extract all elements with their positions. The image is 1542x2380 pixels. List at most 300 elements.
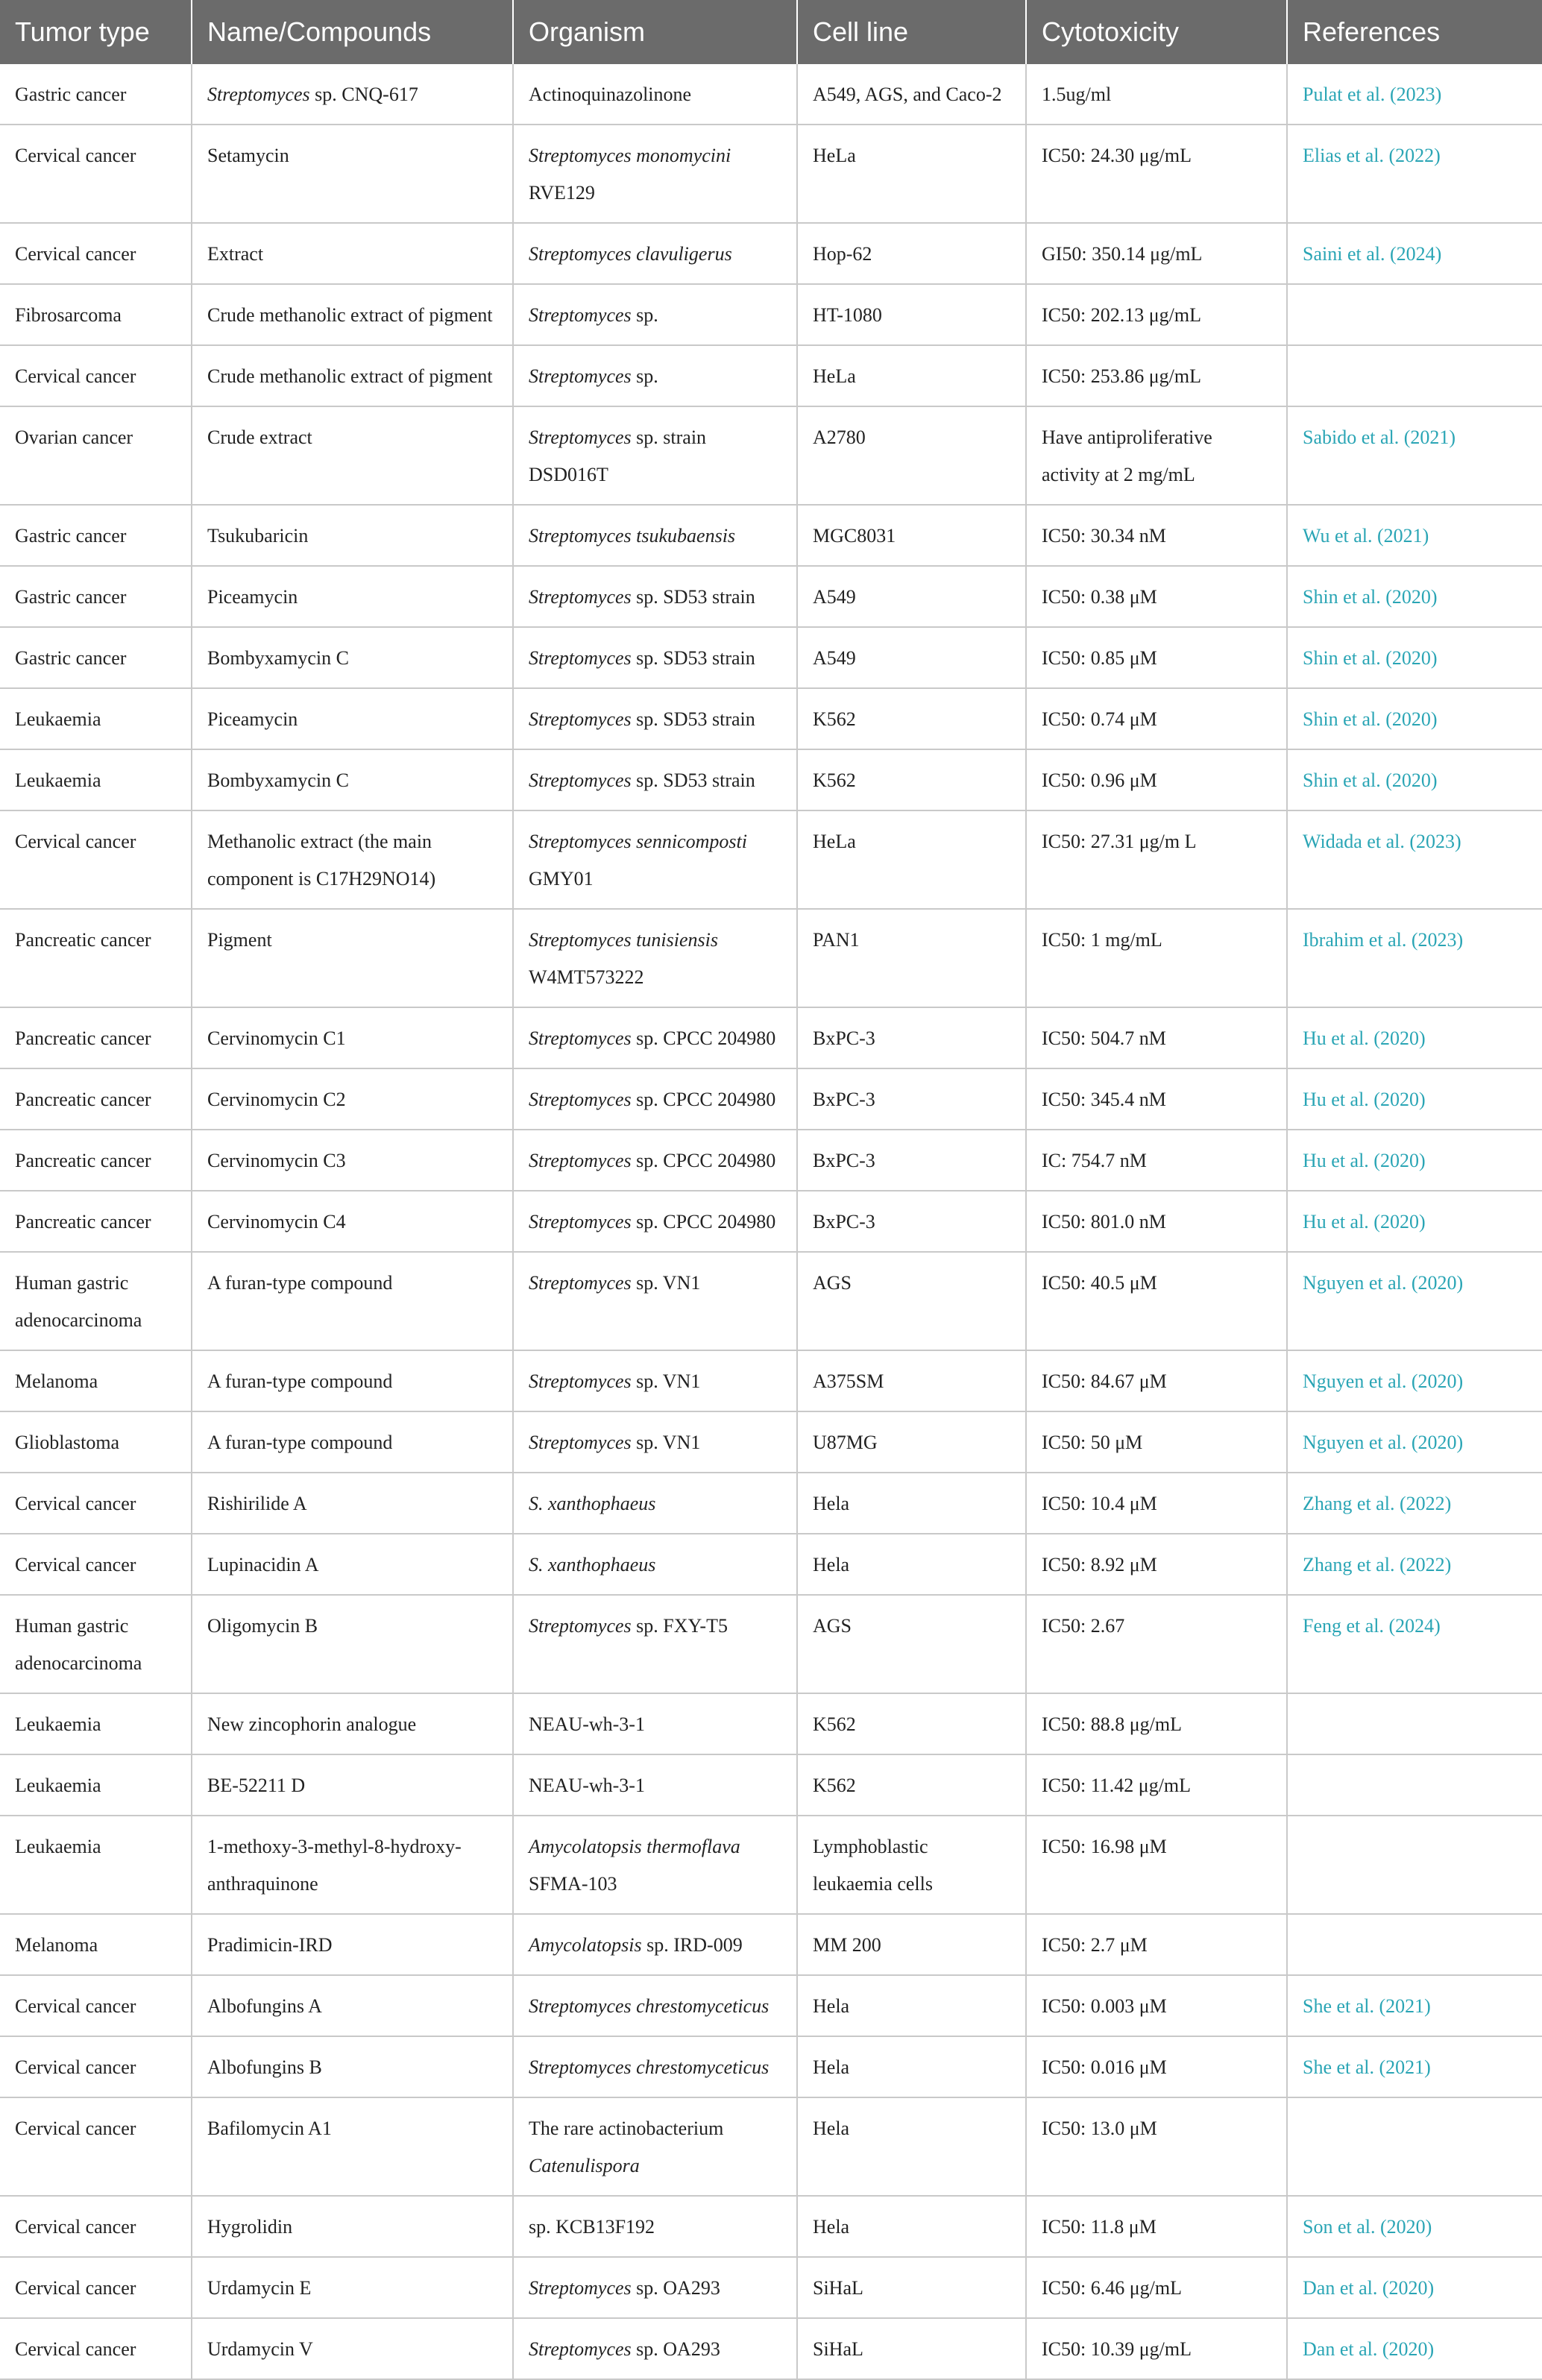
cell-cell-line: SiHaL: [797, 2318, 1026, 2379]
organism-text-segment: Streptomyces: [529, 1615, 632, 1637]
organism-text-segment: sp. CPCC 204980: [631, 1211, 776, 1232]
header-row: [0, 0, 1542, 64]
name-text-segment: Rishirilide A: [207, 1493, 307, 1514]
cell-organism: [513, 1595, 797, 1693]
cell-name-compounds: [192, 1914, 513, 1975]
cell-organism: [513, 688, 797, 749]
table-row: [0, 909, 1542, 1007]
organism-text-segment: sp. SD53 strain: [631, 647, 755, 669]
organism-text-segment: Streptomyces: [529, 2338, 632, 2360]
organism-text-segment: S. xanthophaeus: [529, 1493, 656, 1514]
cell-reference-link[interactable]: Hu et al. (2020): [1287, 1130, 1542, 1191]
cell-organism: [513, 505, 797, 566]
cell-organism: [513, 1534, 797, 1595]
cell-tumor-type: Gastric cancer: [0, 64, 192, 125]
cell-organism: [513, 2036, 797, 2097]
cell-cytotoxicity: IC50: 1 mg/mL: [1026, 909, 1287, 1007]
cell-reference-link: [1287, 1754, 1542, 1816]
table-row: [0, 1754, 1542, 1816]
cell-name-compounds: [192, 1252, 513, 1350]
table-row: [0, 345, 1542, 406]
organism-text-segment: The rare actinobacterium: [529, 2118, 724, 2139]
cell-tumor-type: Cervical cancer: [0, 2318, 192, 2379]
cell-name-compounds: [192, 345, 513, 406]
cell-cytotoxicity: IC50: 0.016 μM: [1026, 2036, 1287, 2097]
cell-cell-line: BxPC-3: [797, 1007, 1026, 1068]
organism-text-segment: sp. VN1: [631, 1370, 701, 1392]
cell-name-compounds: [192, 1595, 513, 1693]
cell-reference-link[interactable]: Hu et al. (2020): [1287, 1068, 1542, 1130]
cell-name-compounds: [192, 1350, 513, 1411]
header-cell-line: Cell line: [797, 0, 1026, 64]
cell-organism: [513, 406, 797, 505]
cell-reference-link[interactable]: Saini et al. (2024): [1287, 223, 1542, 284]
cell-cytotoxicity: IC50: 0.003 μM: [1026, 1975, 1287, 2036]
cell-tumor-type: Leukaemia: [0, 749, 192, 810]
cell-reference-link[interactable]: Pulat et al. (2023): [1287, 64, 1542, 125]
cell-name-compounds: [192, 909, 513, 1007]
cell-reference-link[interactable]: Son et al. (2020): [1287, 2196, 1542, 2257]
cell-cell-line: A549: [797, 566, 1026, 627]
organism-text-segment: sp. VN1: [631, 1432, 701, 1453]
cell-organism: [513, 749, 797, 810]
cell-cell-line: AGS: [797, 1595, 1026, 1693]
organism-text-segment: Streptomyces: [529, 365, 632, 387]
cell-cell-line: HT-1080: [797, 284, 1026, 345]
cell-organism: [513, 284, 797, 345]
table-row: [0, 125, 1542, 223]
cell-name-compounds: [192, 1975, 513, 2036]
table-row: [0, 2036, 1542, 2097]
cell-cytotoxicity: IC50: 50 μM: [1026, 1411, 1287, 1473]
cell-cytotoxicity: Have antiproliferative activity at 2 mg/mL: [1026, 406, 1287, 505]
organism-text-segment: Streptomyces: [529, 1272, 632, 1294]
cell-tumor-type: Pancreatic cancer: [0, 909, 192, 1007]
cell-reference-link[interactable]: Sabido et al. (2021): [1287, 406, 1542, 505]
cell-reference-link: [1287, 1816, 1542, 1914]
cell-name-compounds: [192, 1693, 513, 1754]
table-row: [0, 1473, 1542, 1534]
name-text-segment: Urdamycin V: [207, 2338, 313, 2360]
table-row: [0, 1914, 1542, 1975]
cell-reference-link[interactable]: Nguyen et al. (2020): [1287, 1350, 1542, 1411]
cell-name-compounds: [192, 1473, 513, 1534]
name-text-segment: Methanolic extract (the main component is C17H29NO14): [207, 831, 436, 890]
cell-tumor-type: Cervical cancer: [0, 125, 192, 223]
name-text-segment: Lupinacidin A: [207, 1554, 319, 1575]
cell-reference-link: [1287, 2097, 1542, 2196]
cell-name-compounds: [192, 2196, 513, 2257]
cell-tumor-type: Gastric cancer: [0, 505, 192, 566]
cell-organism: [513, 345, 797, 406]
organism-text-segment: NEAU-wh-3-1: [529, 1775, 645, 1796]
cell-name-compounds: [192, 1130, 513, 1191]
cell-reference-link[interactable]: Zhang et al. (2022): [1287, 1534, 1542, 1595]
organism-text-segment: Streptomyces: [529, 1432, 632, 1453]
organism-text-segment: sp. OA293: [631, 2338, 720, 2360]
cell-name-compounds: [192, 2318, 513, 2379]
cell-name-compounds: [192, 1007, 513, 1068]
cell-reference-link[interactable]: Shin et al. (2020): [1287, 566, 1542, 627]
cell-name-compounds: [192, 505, 513, 566]
cell-reference-link: [1287, 345, 1542, 406]
table-row: [0, 566, 1542, 627]
cell-cell-line: BxPC-3: [797, 1191, 1026, 1252]
cell-tumor-type: Pancreatic cancer: [0, 1191, 192, 1252]
cell-organism: [513, 1473, 797, 1534]
name-text-segment: Crude extract: [207, 426, 312, 448]
cell-organism: [513, 125, 797, 223]
table-row: [0, 1693, 1542, 1754]
cell-cell-line: HeLa: [797, 125, 1026, 223]
table-row: [0, 1130, 1542, 1191]
cell-cell-line: A549: [797, 627, 1026, 688]
cell-name-compounds: [192, 1068, 513, 1130]
cell-cell-line: HeLa: [797, 345, 1026, 406]
cell-organism: [513, 1350, 797, 1411]
cell-cell-line: SiHaL: [797, 2257, 1026, 2318]
header-tumor-type: Tumor type: [0, 0, 192, 64]
cell-cytotoxicity: IC50: 6.46 μg/mL: [1026, 2257, 1287, 2318]
cell-cytotoxicity: IC50: 84.67 μM: [1026, 1350, 1287, 1411]
cell-cytotoxicity: GI50: 350.14 μg/mL: [1026, 223, 1287, 284]
cell-organism: [513, 1914, 797, 1975]
cell-tumor-type: Melanoma: [0, 1914, 192, 1975]
cell-organism: [513, 1754, 797, 1816]
cell-cytotoxicity: IC50: 2.7 μM: [1026, 1914, 1287, 1975]
cell-name-compounds: [192, 1411, 513, 1473]
cell-name-compounds: [192, 1754, 513, 1816]
organism-text-segment: Streptomyces sennicomposti: [529, 831, 747, 852]
cell-cell-line: Hela: [797, 2196, 1026, 2257]
name-text-segment: A furan-type compound: [207, 1370, 393, 1392]
cell-organism: [513, 2257, 797, 2318]
cell-tumor-type: Cervical cancer: [0, 1975, 192, 2036]
name-text-segment: Crude methanolic extract of pigment: [207, 304, 493, 326]
organism-text-segment: Streptomyces: [529, 1370, 632, 1392]
name-text-segment: Oligomycin B: [207, 1615, 318, 1637]
cell-tumor-type: Ovarian cancer: [0, 406, 192, 505]
cell-name-compounds: [192, 223, 513, 284]
table-row: [0, 223, 1542, 284]
cell-tumor-type: Pancreatic cancer: [0, 1130, 192, 1191]
organism-text-segment: S. xanthophaeus: [529, 1554, 656, 1575]
table-header: [0, 0, 1542, 64]
cell-cytotoxicity: IC50: 0.96 μM: [1026, 749, 1287, 810]
cell-name-compounds: [192, 284, 513, 345]
cell-organism: [513, 1068, 797, 1130]
table-row: [0, 1252, 1542, 1350]
cell-organism: [513, 223, 797, 284]
organism-text-segment: sp. SD53 strain: [631, 586, 755, 608]
cell-tumor-type: Cervical cancer: [0, 1473, 192, 1534]
cell-cytotoxicity: IC50: 10.39 μg/mL: [1026, 2318, 1287, 2379]
cell-tumor-type: Pancreatic cancer: [0, 1007, 192, 1068]
cell-organism: [513, 2196, 797, 2257]
cell-cytotoxicity: IC50: 801.0 nM: [1026, 1191, 1287, 1252]
table-row: [0, 406, 1542, 505]
table-row: [0, 2196, 1542, 2257]
table-row: [0, 749, 1542, 810]
name-text-segment: New zincophorin analogue: [207, 1713, 417, 1735]
table-row: [0, 2097, 1542, 2196]
organism-text-segment: Streptomyces clavuligerus: [529, 243, 732, 265]
cell-organism: [513, 1693, 797, 1754]
name-text-segment: Streptomyces: [207, 84, 310, 105]
cell-reference-link[interactable]: Shin et al. (2020): [1287, 688, 1542, 749]
cell-name-compounds: [192, 1191, 513, 1252]
organism-text-segment: sp. IRD-009: [641, 1934, 743, 1956]
organism-text-segment: Streptomyces: [529, 1027, 632, 1049]
cell-cell-line: Hela: [797, 1473, 1026, 1534]
cell-reference-link[interactable]: Feng et al. (2024): [1287, 1595, 1542, 1693]
table-row: [0, 1191, 1542, 1252]
table-row: [0, 810, 1542, 909]
organism-text-segment: Streptomyces monomycini: [529, 145, 731, 166]
cell-name-compounds: [192, 566, 513, 627]
cell-tumor-type: Melanoma: [0, 1350, 192, 1411]
organism-text-segment: W4MT573222: [529, 966, 644, 988]
cell-organism: [513, 566, 797, 627]
cell-reference-link[interactable]: Zhang et al. (2022): [1287, 1473, 1542, 1534]
organism-text-segment: Streptomyces: [529, 708, 632, 730]
cell-tumor-type: Cervical cancer: [0, 2036, 192, 2097]
cell-cytotoxicity: IC50: 40.5 μM: [1026, 1252, 1287, 1350]
name-text-segment: Bombyxamycin C: [207, 769, 349, 791]
name-text-segment: Extract: [207, 243, 264, 265]
organism-text-segment: Catenulispora: [529, 2155, 640, 2176]
table-row: [0, 1816, 1542, 1914]
cell-cell-line: K562: [797, 1754, 1026, 1816]
cell-reference-link[interactable]: Shin et al. (2020): [1287, 749, 1542, 810]
cell-organism: [513, 1975, 797, 2036]
name-text-segment: Urdamycin E: [207, 2277, 312, 2299]
cell-cell-line: BxPC-3: [797, 1130, 1026, 1191]
table-row: [0, 2318, 1542, 2379]
cell-cytotoxicity: IC50: 16.98 μM: [1026, 1816, 1287, 1914]
cell-cytotoxicity: IC50: 11.8 μM: [1026, 2196, 1287, 2257]
cell-organism: [513, 627, 797, 688]
name-text-segment: Tsukubaricin: [207, 525, 309, 547]
table-row: [0, 1975, 1542, 2036]
cell-cytotoxicity: IC50: 11.42 μg/mL: [1026, 1754, 1287, 1816]
organism-text-segment: Streptomyces: [529, 304, 632, 326]
table-row: [0, 64, 1542, 125]
name-text-segment: Cervinomycin C1: [207, 1027, 346, 1049]
name-text-segment: A furan-type compound: [207, 1272, 393, 1294]
table-row: [0, 688, 1542, 749]
header-references: References: [1287, 0, 1542, 64]
table-row: [0, 1068, 1542, 1130]
organism-text-segment: sp. VN1: [631, 1272, 701, 1294]
cell-reference-link[interactable]: Dan et al. (2020): [1287, 2257, 1542, 2318]
cell-tumor-type: Cervical cancer: [0, 2097, 192, 2196]
cell-reference-link[interactable]: Ibrahim et al. (2023): [1287, 909, 1542, 1007]
table-row: [0, 1350, 1542, 1411]
cell-reference-link[interactable]: Shin et al. (2020): [1287, 627, 1542, 688]
name-text-segment: Piceamycin: [207, 708, 298, 730]
cell-reference-link[interactable]: Dan et al. (2020): [1287, 2318, 1542, 2379]
organism-text-segment: sp. FXY-T5: [631, 1615, 728, 1637]
cell-name-compounds: [192, 1816, 513, 1914]
organism-text-segment: SFMA-103: [529, 1873, 617, 1895]
cell-cytotoxicity: IC: 754.7 nM: [1026, 1130, 1287, 1191]
header-organism: Organism: [513, 0, 797, 64]
organism-text-segment: sp.: [631, 304, 658, 326]
cell-cell-line: Hela: [797, 2097, 1026, 2196]
cell-reference-link: [1287, 1693, 1542, 1754]
cell-tumor-type: Pancreatic cancer: [0, 1068, 192, 1130]
cell-reference-link[interactable]: Hu et al. (2020): [1287, 1007, 1542, 1068]
cell-cell-line: Lymphoblastic leukaemia cells: [797, 1816, 1026, 1914]
cell-cytotoxicity: IC50: 2.67: [1026, 1595, 1287, 1693]
name-text-segment: Bafilomycin A1: [207, 2118, 332, 2139]
cell-cell-line: HeLa: [797, 810, 1026, 909]
cell-name-compounds: [192, 688, 513, 749]
organism-text-segment: Streptomyces: [529, 426, 632, 448]
organism-text-segment: GMY01: [529, 868, 594, 890]
cell-tumor-type: Gastric cancer: [0, 566, 192, 627]
cell-cell-line: K562: [797, 688, 1026, 749]
cell-cytotoxicity: 1.5ug/ml: [1026, 64, 1287, 125]
organism-text-segment: Streptomyces tunisiensis: [529, 929, 718, 951]
cell-organism: [513, 1130, 797, 1191]
cell-organism: [513, 2097, 797, 2196]
cell-reference-link[interactable]: She et al. (2021): [1287, 1975, 1542, 2036]
cell-organism: [513, 64, 797, 125]
cell-cytotoxicity: IC50: 13.0 μM: [1026, 2097, 1287, 2196]
cell-organism: [513, 1007, 797, 1068]
cell-cytotoxicity: IC50: 202.13 μg/mL: [1026, 284, 1287, 345]
organism-text-segment: sp. SD53 strain: [631, 708, 755, 730]
cell-cell-line: U87MG: [797, 1411, 1026, 1473]
cell-organism: [513, 2318, 797, 2379]
cell-cytotoxicity: IC50: 30.34 nM: [1026, 505, 1287, 566]
organism-text-segment: Amycolatopsis thermoflava: [529, 1836, 740, 1857]
cell-tumor-type: Fibrosarcoma: [0, 284, 192, 345]
cell-organism: [513, 1252, 797, 1350]
organism-text-segment: Actinoquinazolinone: [529, 84, 692, 105]
cell-cell-line: K562: [797, 749, 1026, 810]
cell-tumor-type: Leukaemia: [0, 1754, 192, 1816]
cell-cytotoxicity: IC50: 0.85 μM: [1026, 627, 1287, 688]
cell-tumor-type: Human gastric adenocarcinoma: [0, 1252, 192, 1350]
cell-cell-line: A549, AGS, and Caco-2: [797, 64, 1026, 125]
cell-reference-link[interactable]: Nguyen et al. (2020): [1287, 1411, 1542, 1473]
cell-name-compounds: [192, 64, 513, 125]
organism-text-segment: sp. CPCC 204980: [631, 1027, 776, 1049]
cell-reference-link[interactable]: Wu et al. (2021): [1287, 505, 1542, 566]
organism-text-segment: sp. OA293: [631, 2277, 720, 2299]
cell-name-compounds: [192, 406, 513, 505]
name-text-segment: A furan-type compound: [207, 1432, 393, 1453]
cell-cytotoxicity: IC50: 0.38 μM: [1026, 566, 1287, 627]
cell-cytotoxicity: IC50: 8.92 μM: [1026, 1534, 1287, 1595]
organism-text-segment: NEAU-wh-3-1: [529, 1713, 645, 1735]
cell-organism: [513, 1411, 797, 1473]
organism-text-segment: Streptomyces: [529, 1211, 632, 1232]
organism-text-segment: Streptomyces: [529, 1089, 632, 1110]
organism-text-segment: Streptomyces chrestomyceticus: [529, 2056, 770, 2078]
name-text-segment: Cervinomycin C3: [207, 1150, 346, 1171]
name-text-segment: Piceamycin: [207, 586, 298, 608]
cell-name-compounds: [192, 749, 513, 810]
organism-text-segment: Streptomyces: [529, 2277, 632, 2299]
name-text-segment: Cervinomycin C2: [207, 1089, 346, 1110]
cell-name-compounds: [192, 125, 513, 223]
name-text-segment: Pigment: [207, 929, 272, 951]
name-text-segment: Setamycin: [207, 145, 289, 166]
cell-tumor-type: Human gastric adenocarcinoma: [0, 1595, 192, 1693]
cell-cytotoxicity: IC50: 10.4 μM: [1026, 1473, 1287, 1534]
cell-tumor-type: Gastric cancer: [0, 627, 192, 688]
name-text-segment: Bombyxamycin C: [207, 647, 349, 669]
cell-name-compounds: [192, 1534, 513, 1595]
cell-tumor-type: Cervical cancer: [0, 2257, 192, 2318]
name-text-segment: Albofungins A: [207, 1995, 322, 2017]
table-row: [0, 1534, 1542, 1595]
cell-reference-link[interactable]: Elias et al. (2022): [1287, 125, 1542, 223]
name-text-segment: Hygrolidin: [207, 2216, 293, 2238]
cell-cytotoxicity: IC50: 24.30 μg/mL: [1026, 125, 1287, 223]
table-row: [0, 1411, 1542, 1473]
cell-cytotoxicity: IC50: 88.8 μg/mL: [1026, 1693, 1287, 1754]
cell-cell-line: Hop-62: [797, 223, 1026, 284]
cell-cytotoxicity: IC50: 253.86 μg/mL: [1026, 345, 1287, 406]
cell-cell-line: PAN1: [797, 909, 1026, 1007]
cell-cytotoxicity: IC50: 0.74 μM: [1026, 688, 1287, 749]
name-text-segment: Albofungins B: [207, 2056, 322, 2078]
cell-reference-link[interactable]: She et al. (2021): [1287, 2036, 1542, 2097]
cell-cell-line: AGS: [797, 1252, 1026, 1350]
organism-text-segment: RVE129: [529, 182, 595, 204]
table-body: [0, 64, 1542, 2379]
cell-tumor-type: Leukaemia: [0, 1816, 192, 1914]
table-row: [0, 284, 1542, 345]
cell-reference-link[interactable]: Widada et al. (2023): [1287, 810, 1542, 909]
organism-text-segment: sp. CPCC 204980: [631, 1150, 776, 1171]
cell-organism: [513, 1191, 797, 1252]
name-text-segment: 1-methoxy-3-methyl-8-hydroxy-anthraquinone: [207, 1836, 462, 1895]
organism-text-segment: sp. KCB13F192: [529, 2216, 655, 2238]
cell-tumor-type: Leukaemia: [0, 1693, 192, 1754]
cell-name-compounds: [192, 810, 513, 909]
cell-organism: [513, 909, 797, 1007]
header-cytotoxicity: Cytotoxicity: [1026, 0, 1287, 64]
cell-name-compounds: [192, 2036, 513, 2097]
cell-name-compounds: [192, 2097, 513, 2196]
organism-text-segment: sp.: [631, 365, 658, 387]
cell-cytotoxicity: IC50: 504.7 nM: [1026, 1007, 1287, 1068]
name-text-segment: BE-52211 D: [207, 1775, 306, 1796]
cell-tumor-type: Cervical cancer: [0, 223, 192, 284]
cell-cell-line: K562: [797, 1693, 1026, 1754]
organism-text-segment: sp. CPCC 204980: [631, 1089, 776, 1110]
cell-reference-link[interactable]: Hu et al. (2020): [1287, 1191, 1542, 1252]
cell-tumor-type: Cervical cancer: [0, 1534, 192, 1595]
cell-tumor-type: Cervical cancer: [0, 2196, 192, 2257]
cell-cell-line: Hela: [797, 1975, 1026, 2036]
cell-reference-link[interactable]: Nguyen et al. (2020): [1287, 1252, 1542, 1350]
table-row: [0, 1007, 1542, 1068]
cell-organism: [513, 1816, 797, 1914]
cell-cell-line: Hela: [797, 1534, 1026, 1595]
table-row: [0, 2257, 1542, 2318]
cell-tumor-type: Cervical cancer: [0, 345, 192, 406]
organism-text-segment: Streptomyces: [529, 1150, 632, 1171]
cell-cell-line: Hela: [797, 2036, 1026, 2097]
cell-cell-line: MGC8031: [797, 505, 1026, 566]
